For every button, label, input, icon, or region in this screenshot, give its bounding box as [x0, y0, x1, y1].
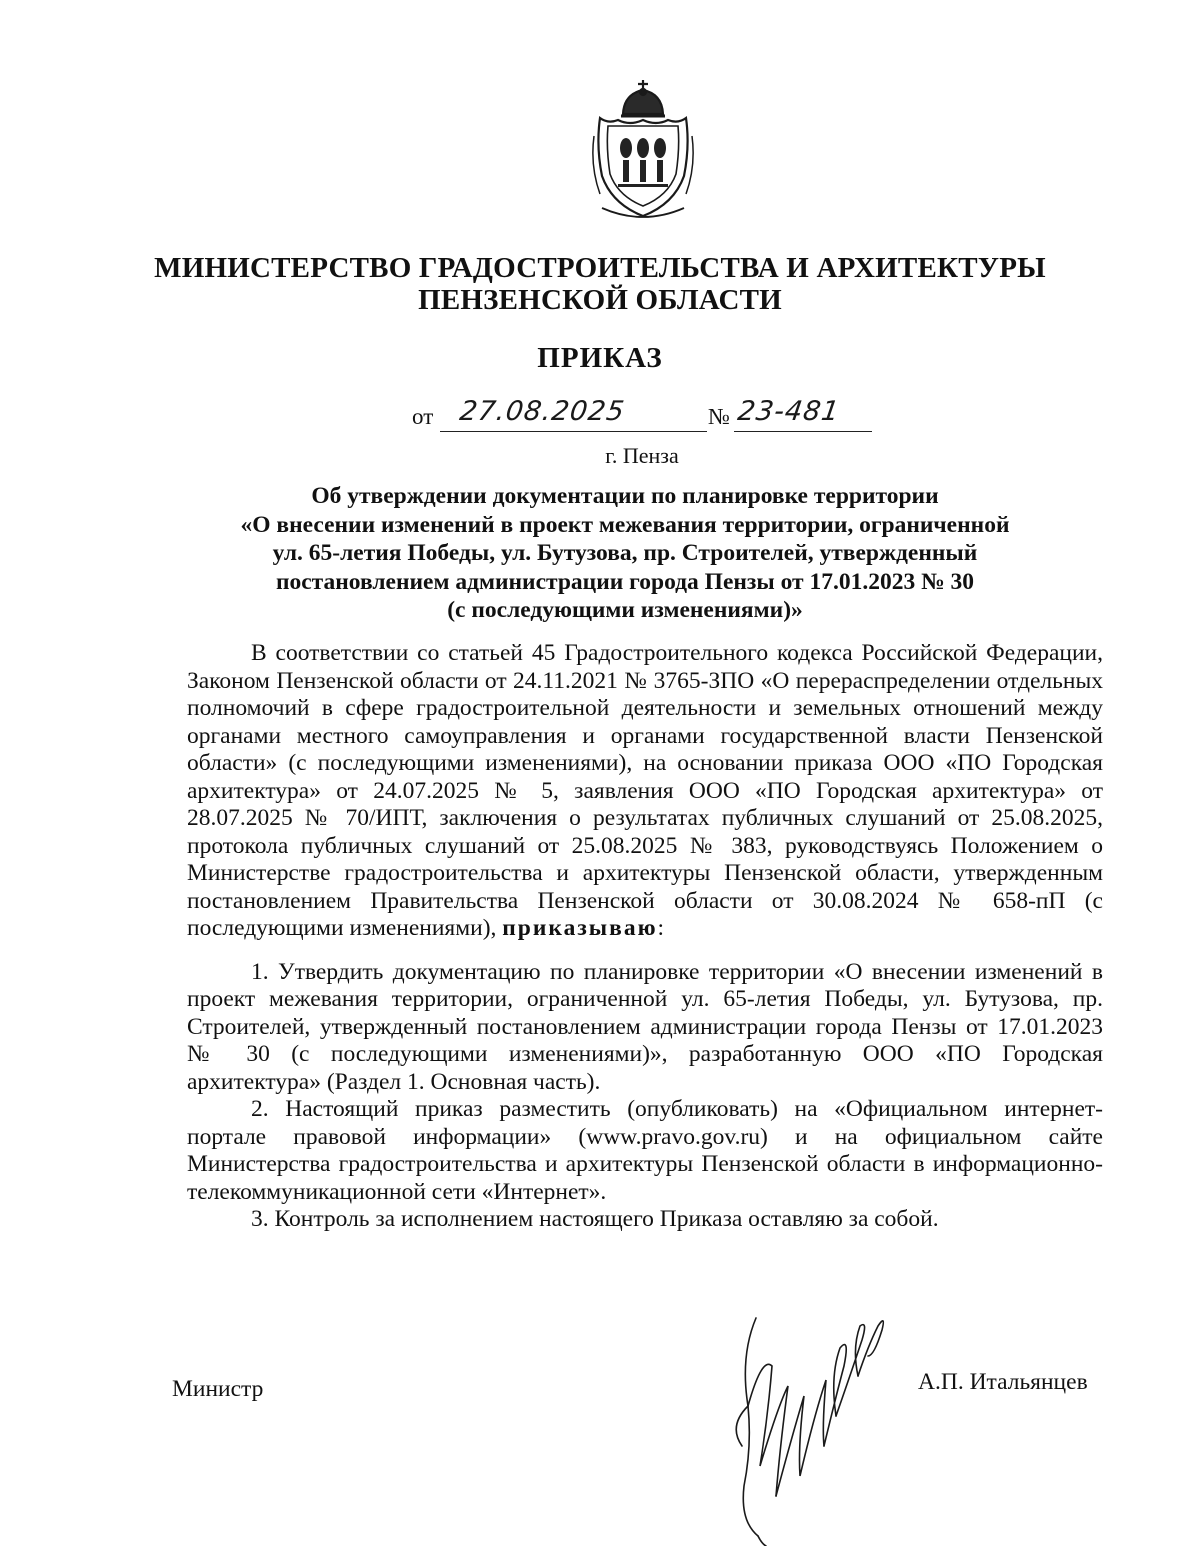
coat-of-arms-icon: [588, 76, 698, 226]
document-type-title: ПРИКАЗ: [537, 342, 663, 374]
order-colon: :: [657, 915, 665, 941]
order-body: [187, 640, 1103, 1234]
number-underline: [734, 431, 872, 432]
date-number-row: [412, 398, 892, 434]
signatory-name: А.П. Итальянцев: [918, 1369, 1088, 1395]
date-label: от: [412, 404, 434, 429]
order-item-1: 1. Утвердить документацию по планировке территории «О внесении изменений в проект межевания территории, ограниченной ул. 65-летия Победы, ул. Бутузова, пр. Строителей, утвержденный постановлением администрации города Пензы от 17.01.2023 № 30 (с последующими изменениями)», разработанную ООО «ПО Городская архитектура» (Раздел 1. Основная часть).: [187, 958, 1103, 1095]
subject-line-2: «О внесении изменений в проект межевания территории, ограниченной: [240, 511, 1010, 538]
handwritten-number: 23-481: [735, 396, 842, 427]
ministry-line-1: МИНИСТЕРСТВО ГРАДОСТРОИТЕЛЬСТВА И АРХИТЕКТУРЫ: [154, 252, 1046, 284]
order-word: приказываю: [502, 915, 658, 941]
preamble-paragraph: [187, 640, 1103, 943]
subject-line-4: постановлением администрации города Пензы от 17.01.2023 № 30: [275, 568, 975, 595]
date-underline: [440, 431, 707, 432]
ministry-line-2: ПЕНЗЕНСКОЙ ОБЛАСТИ: [418, 284, 782, 316]
signatory-position: Министр: [172, 1376, 264, 1402]
handwritten-signature-icon: [718, 1296, 918, 1546]
preamble-text: В соответствии со статьей 45 Градостроительного кодекса Российской Федерации, Законом Пензенской области от 24.11.2021 № 3765-ЗПО «О перераспределении отдельных полномочий в сфере градостроительной деятельности и земельных отношений между органами местного самоуправления и органами государственной власти Пензенской области» (с последующими изменениями), на основании приказа ООО «ПО Городская архитектура» от 24.07.2025 № 5, заявления ООО «ПО Городская архитектура» от 28.07.2025 № 70/ИПТ, заключения о результатах публичных слушаний от 25.08.2025, протокола публичных слушаний от 25.08.2025 № 383, руководствуясь Положением о Министерстве градостроительства и архитектуры Пензенской области, утвержденным постановлением Правительства Пензенской области от 30.08.2024 № 658-пП (с последующими изменениями),: [187, 640, 1103, 941]
order-subject: [160, 482, 1090, 625]
order-item-2: 2. Настоящий приказ разместить (опубликовать) на «Официальном интернет-портале правовой информации» (www.pravo.gov.ru) и на официальном сайте Министерства градостроительства и архитектуры Пензенской области в информационно-телекоммуникационной сети «Интернет».: [187, 1096, 1103, 1205]
city-label: г. Пенза: [605, 443, 679, 468]
subject-line-3: ул. 65-летия Победы, ул. Бутузова, пр. Строителей, утвержденный: [272, 540, 978, 566]
handwritten-date: 27.08.2025: [457, 396, 627, 427]
order-item-3: 3. Контроль за исполнением настоящего Приказа оставляю за собой.: [251, 1206, 939, 1232]
number-label: №: [708, 404, 730, 429]
subject-line-5: (с последующими изменениями)»: [447, 597, 803, 623]
subject-line-1: Об утверждении документации по планировке территории: [311, 483, 939, 509]
ministry-name: [150, 252, 1050, 316]
